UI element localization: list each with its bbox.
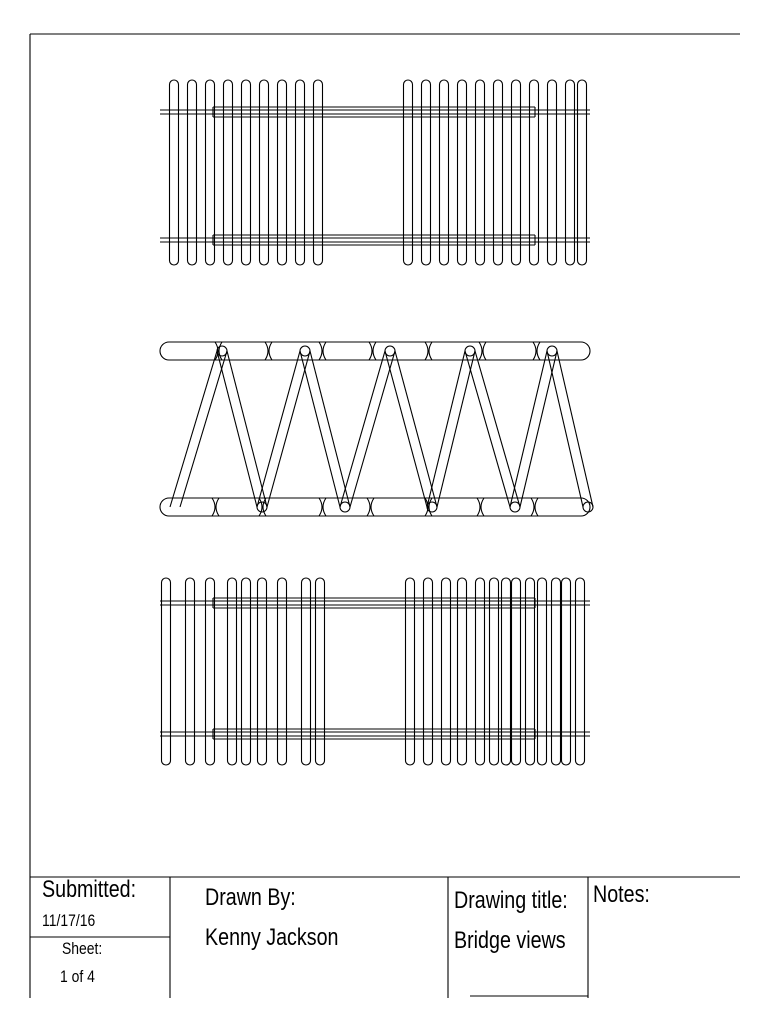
sheet-value: 1 of 4	[60, 967, 95, 986]
top-chord-joint	[483, 342, 486, 360]
truss-node	[547, 346, 557, 356]
bottom-chord-joint	[531, 498, 534, 516]
deck-slat	[442, 578, 451, 765]
deck-slat	[170, 80, 179, 265]
truss-diagonal	[520, 351, 557, 507]
deck-slat	[538, 578, 547, 765]
top-chord-joint	[265, 342, 268, 360]
deck-slat	[458, 578, 467, 765]
deck-slat	[566, 80, 575, 265]
deck-slat	[578, 80, 587, 265]
deck-slat	[530, 80, 539, 265]
truss-node	[300, 346, 310, 356]
bottom-chord-joint	[535, 498, 538, 516]
truss-diagonal	[340, 351, 385, 507]
deck-slat	[302, 578, 311, 765]
deck-slat	[242, 80, 251, 265]
truss-diagonal	[180, 351, 227, 507]
truss-diagonal	[437, 351, 475, 507]
top-chord-joint	[479, 342, 482, 360]
bottom-chord-joint	[371, 498, 374, 516]
notes-label: Notes:	[593, 881, 650, 908]
truss-diagonal	[547, 351, 583, 507]
deck-slat	[406, 578, 415, 765]
deck-slat	[494, 80, 503, 265]
truss-diagonal	[217, 351, 257, 507]
truss-diagonal	[310, 351, 350, 507]
bottom-chord-joint	[477, 498, 480, 516]
drawing-title-label: Drawing title:	[454, 887, 568, 914]
top-chord-joint	[429, 342, 432, 360]
truss-diagonal	[465, 351, 510, 507]
bottom-chord-joint	[429, 498, 432, 516]
bottom-chord-joint	[323, 498, 326, 516]
bottom-chord-joint	[212, 498, 215, 516]
drawing-title-value: Bridge views	[454, 927, 566, 954]
deck-slat	[186, 578, 195, 765]
truss-diagonal	[300, 351, 340, 507]
deck-slat	[404, 80, 413, 265]
bottom-chord-joint	[319, 498, 322, 516]
deck-slat	[314, 80, 323, 265]
side-view	[160, 342, 593, 516]
deck-slat	[576, 578, 585, 765]
top-chord-joint	[219, 342, 222, 360]
truss-diagonal	[170, 351, 217, 507]
deck-slat	[278, 578, 287, 765]
deck-slat	[512, 80, 521, 265]
top-view	[160, 80, 590, 265]
top-chord-joint	[537, 342, 540, 360]
submitted-label: Submitted:	[42, 876, 137, 903]
bottom-chord	[160, 498, 590, 516]
deck-slat	[476, 80, 485, 265]
truss-diagonal	[350, 351, 395, 507]
deck-slat	[548, 80, 557, 265]
deck-slat	[258, 578, 267, 765]
deck-slat	[562, 578, 571, 765]
bottom-view	[160, 578, 590, 765]
truss-diagonal	[427, 351, 465, 507]
deck-slat	[552, 578, 561, 765]
deck-slat	[260, 80, 269, 265]
deck-slat	[458, 80, 467, 265]
truss-node	[510, 502, 520, 512]
top-chord-joint	[533, 342, 536, 360]
drawn-by-label: Drawn By:	[205, 884, 296, 911]
truss-diagonal	[227, 351, 267, 507]
submitted-date: 11/17/16	[42, 911, 96, 930]
bottom-chord-joint	[259, 498, 262, 516]
deck-slat	[316, 578, 325, 765]
deck-slat	[440, 80, 449, 265]
deck-slat	[228, 578, 237, 765]
deck-slat	[476, 578, 485, 765]
truss-diagonal	[395, 351, 437, 507]
top-chord-joint	[373, 342, 376, 360]
truss-diagonal	[557, 351, 593, 507]
top-chord-joint	[319, 342, 322, 360]
deck-slat	[162, 578, 171, 765]
truss-diagonal	[385, 351, 427, 507]
sheet-label: Sheet:	[62, 939, 103, 958]
deck-slat	[512, 578, 521, 765]
bottom-chord-joint	[216, 498, 219, 516]
bottom-chord-joint	[367, 498, 370, 516]
truss-diagonal	[475, 351, 520, 507]
truss-diagonal	[267, 351, 310, 507]
deck-slat	[188, 80, 197, 265]
deck-slat	[490, 578, 499, 765]
bottom-chord-joint	[481, 498, 484, 516]
deck-slat	[296, 80, 305, 265]
deck-slat	[422, 80, 431, 265]
top-chord-joint	[269, 342, 272, 360]
truss-node	[583, 502, 593, 512]
deck-slat	[224, 80, 233, 265]
deck-slat	[424, 578, 433, 765]
top-chord-joint	[425, 342, 428, 360]
deck-slat	[278, 80, 287, 265]
top-chord-joint	[369, 342, 372, 360]
deck-slat	[526, 578, 535, 765]
drawn-by-name: Kenny Jackson	[205, 924, 339, 951]
truss-diagonal	[510, 351, 547, 507]
deck-slat	[242, 578, 251, 765]
top-chord-joint	[323, 342, 326, 360]
truss-diagonal	[257, 351, 300, 507]
deck-slat	[502, 578, 511, 765]
